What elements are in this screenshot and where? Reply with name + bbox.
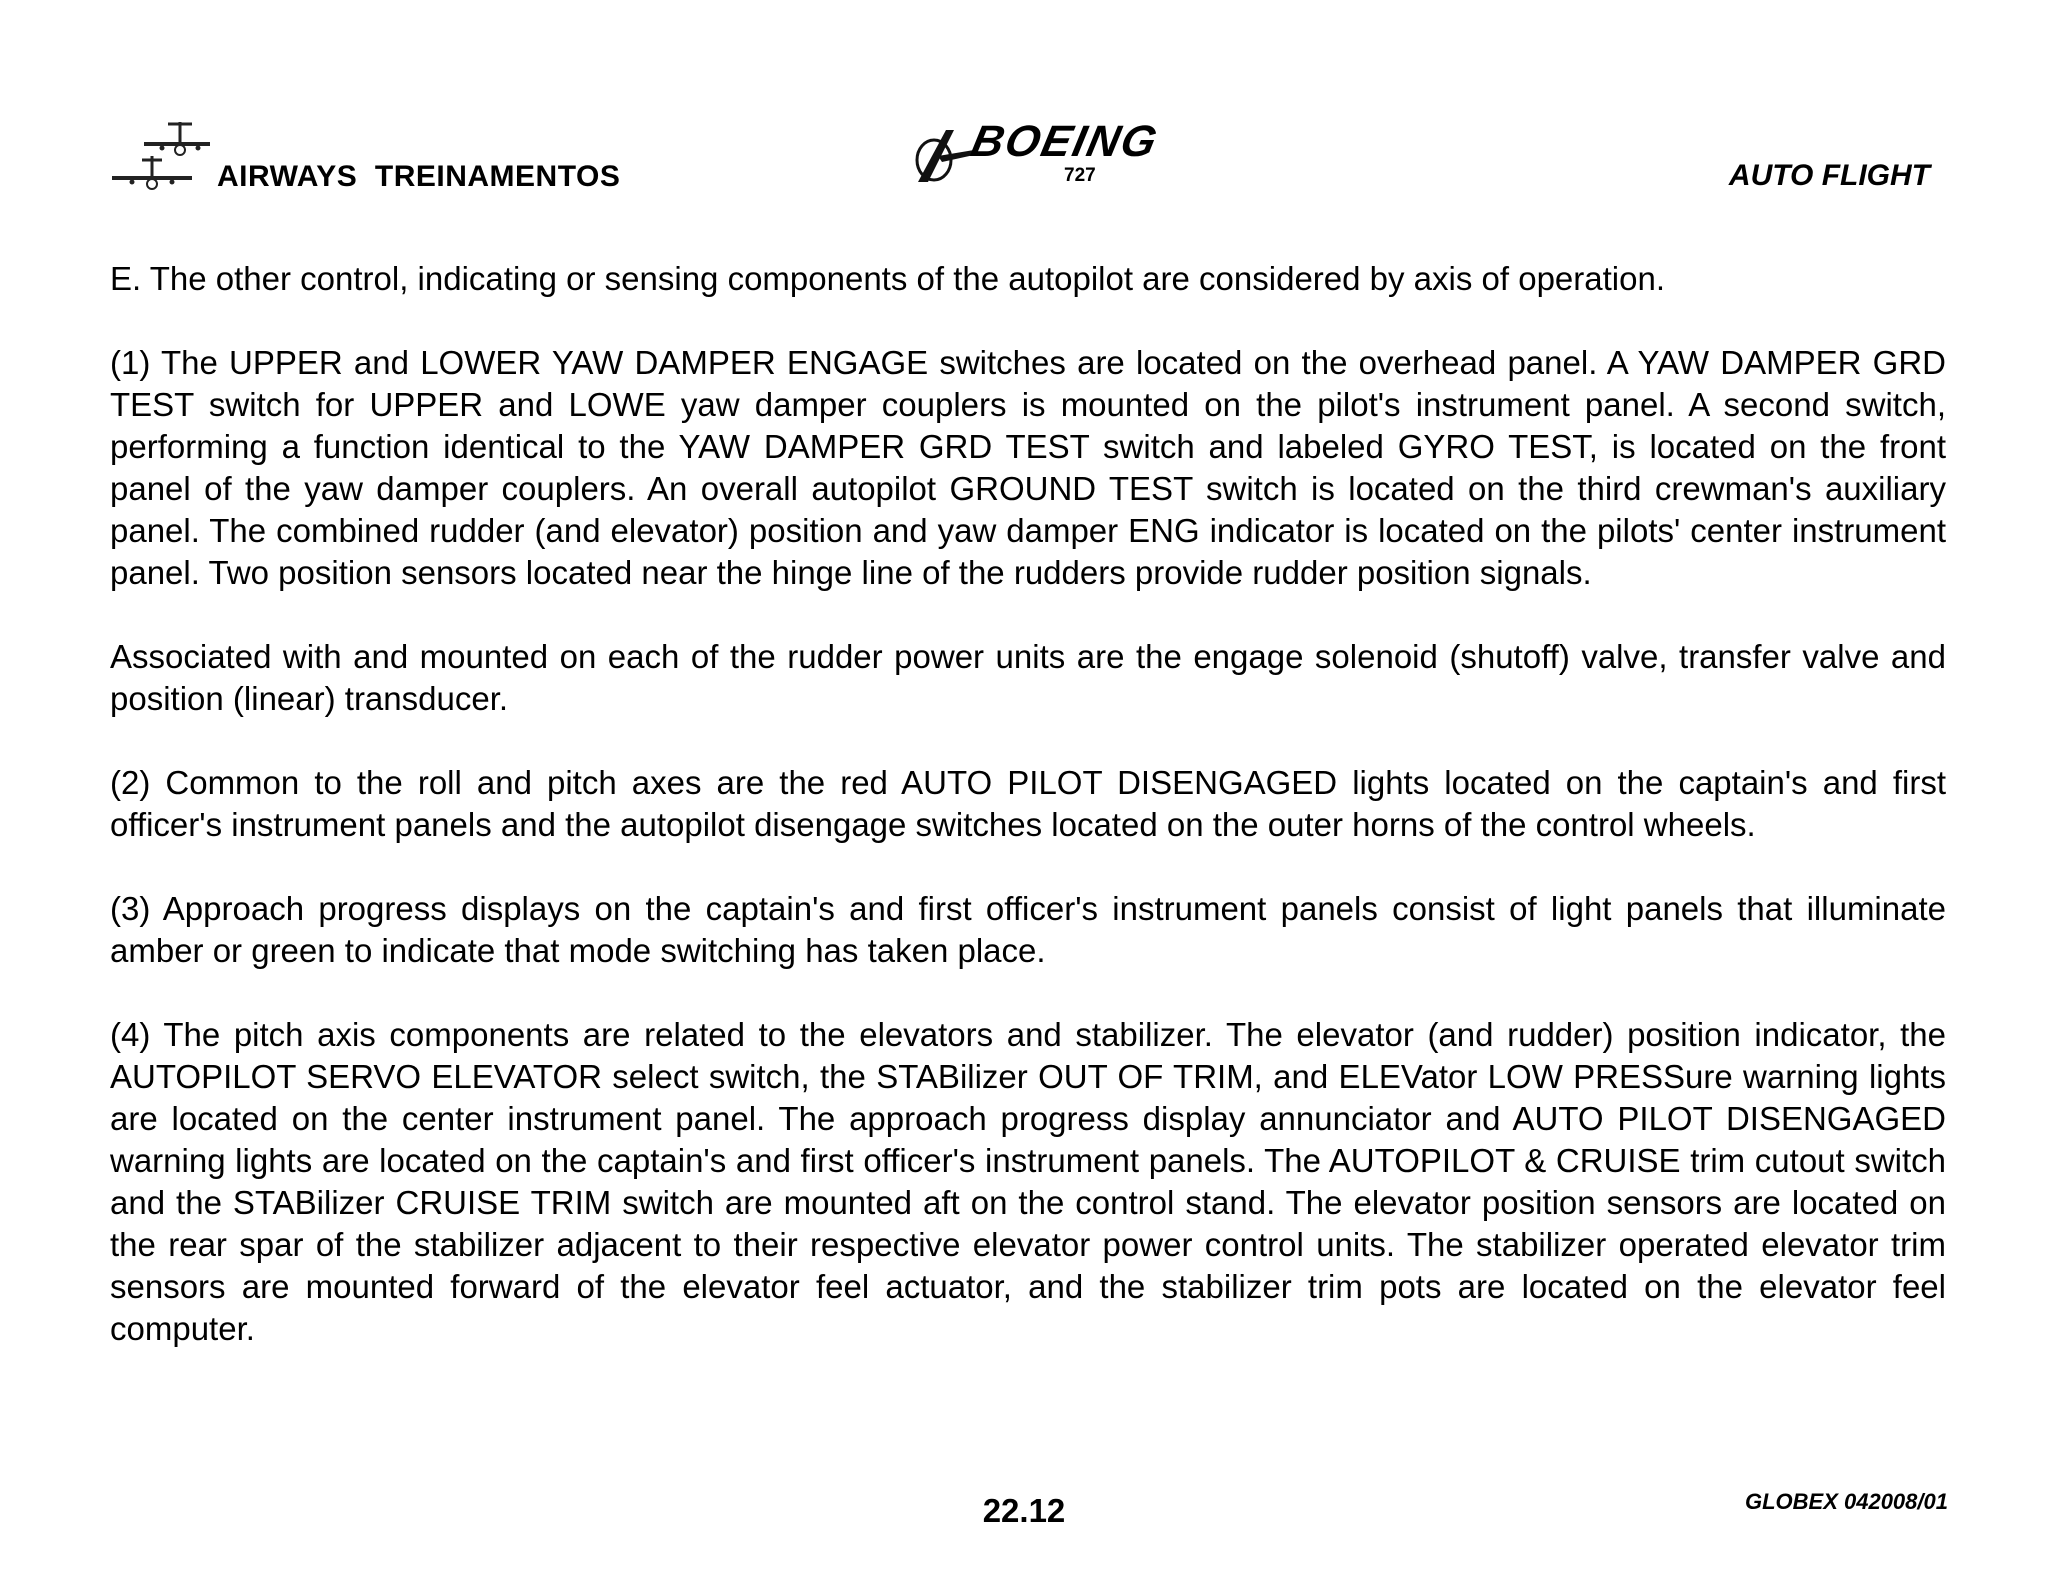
boeing-logo-icon [908, 124, 978, 184]
company-name: AIRWAYS TREINAMENTOS [217, 160, 621, 193]
boeing-logo [908, 117, 1188, 192]
page-number: 22.12 [982, 1492, 1066, 1529]
paragraph-e: E. The other control, indicating or sensing components of the autopilot are considered by axis of operation. [110, 260, 1665, 297]
paragraph-3: (3) Approach progress displays on the captain's and first officer's instrument panels consist of light panels that illuminate amber or green to indicate that mode switching has taken place. [110, 890, 1946, 969]
document-code: GLOBEX 042008/01 [1744, 1489, 1948, 1514]
chapter-title: AUTO FLIGHT [1728, 159, 1930, 192]
paragraph-2: (2) Common to the roll and pitch axes are the red AUTO PILOT DISENGAGED lights located on the captain's and first officer's instrument panels and the autopilot disengage switches located on the outer horns of the control wheels. [110, 764, 1946, 843]
document-body [110, 258, 1946, 1392]
brand-name: BOEING [966, 117, 1163, 166]
model-number: 727 [1064, 165, 1096, 186]
paragraph-associated: Associated with and mounted on each of the rudder power units are the engage solenoid (shutoff) valve, transfer valve and position (linear) transducer. [110, 638, 1946, 717]
page-header [110, 100, 1946, 200]
paragraph-4: (4) The pitch axis components are related to the elevators and stabilizer. The elevator (and rudder) position indicator, the AUTOPILOT SERVO ELEVATOR select switch, the STABilizer OUT OF TRIM, and ELEVator LOW PRESSure warning lights are located on the center instrument panel. The approach progress display annunciator and AUTO PILOT DISENGAGED warning lights are located on the captain's and first officer's instrument panels. The AUTOPILOT & CRUISE trim cutout switch and the STABilizer CRUISE TRIM switch are mounted aft on the control stand. The elevator position sensors are located on the rear spar of the stabilizer adjacent to their respective elevator power control units. The stabilizer operated elevator trim sensors are mounted forward of the elevator feel actuator, and the stabilizer trim pots are located on the elevator feel computer. [110, 1016, 1946, 1347]
paragraph-1: (1) The UPPER and LOWER YAW DAMPER ENGAGE switches are located on the overhead panel. A YAW DAMPER GRD TEST switch for UPPER and LOWE yaw damper couplers is mounted on the pilot's instrument panel. A second switch, performing a function identical to the YAW DAMPER GRD TEST switch and labeled GYRO TEST, is located on the front panel of the yaw damper couplers. An overall autopilot GROUND TEST switch is located on the third crewman's auxiliary panel. The combined rudder (and elevator) position and yaw damper ENG indicator is located on the pilots' center instrument panel. Two position sensors located near the hinge line of the rudders provide rudder position signals. [110, 344, 1946, 591]
airways-airplane-logo-icon [110, 110, 210, 190]
